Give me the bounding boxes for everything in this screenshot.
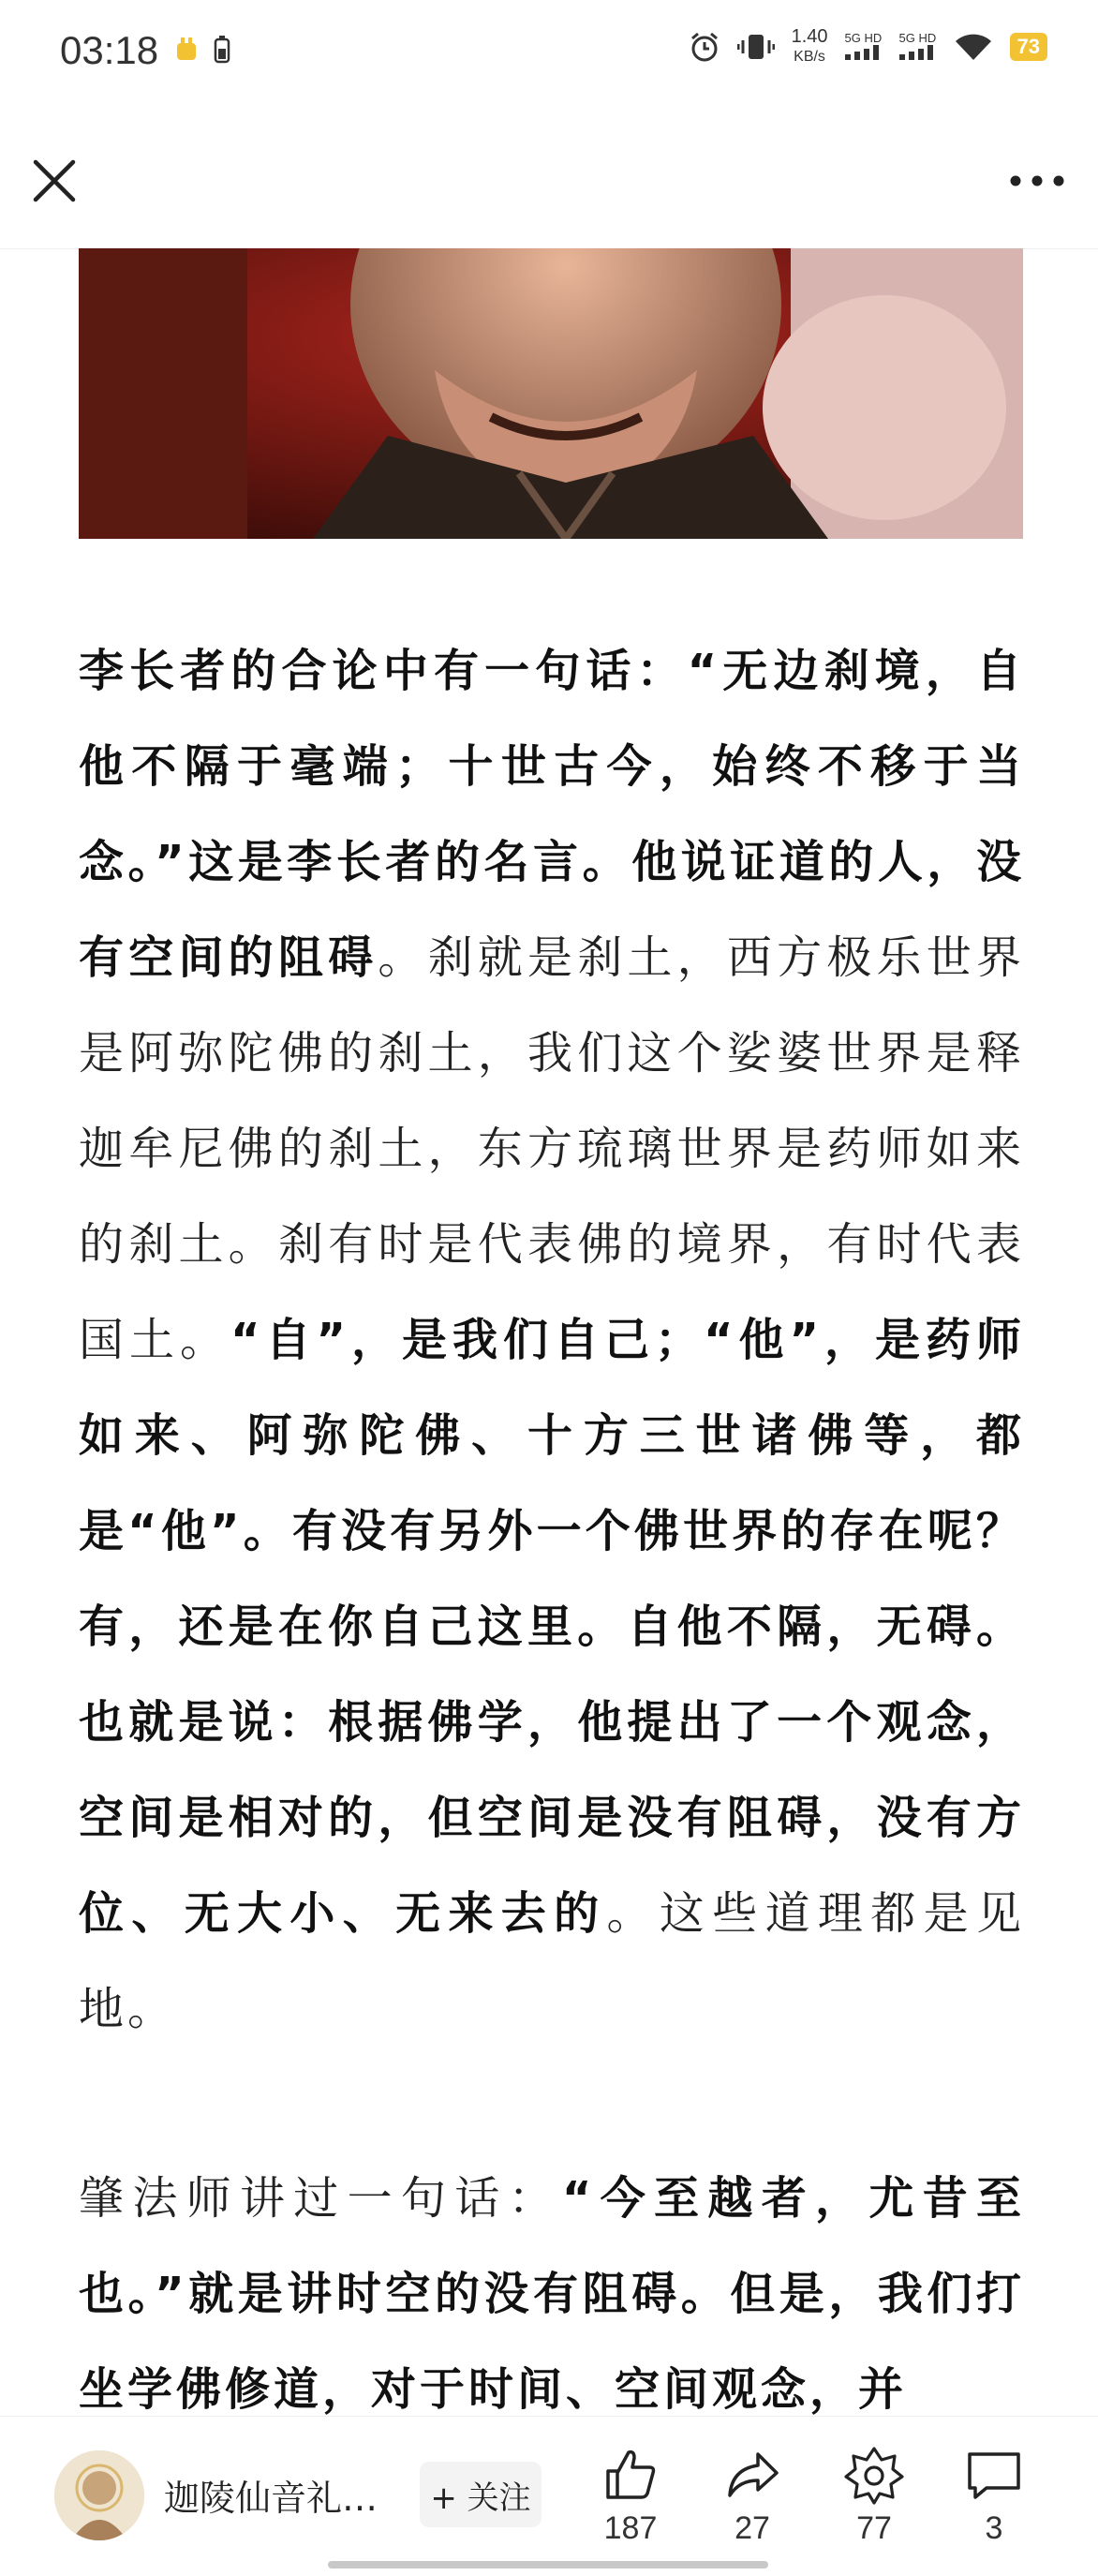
notification-icon [173, 36, 200, 64]
comment-icon [964, 2445, 1024, 2505]
paragraph-segment: 。这些道理都是见地。 [79, 1887, 1025, 2035]
paragraph-segment: 肇法师讲过一句话： [79, 2172, 562, 2225]
wifi-icon [954, 32, 993, 62]
hero-photo [79, 248, 1023, 539]
battery-small-icon [213, 36, 231, 64]
like-count: 187 [603, 2510, 658, 2546]
network-speed-value: 1.40 [791, 26, 828, 47]
home-indicator[interactable] [328, 2561, 768, 2569]
alarm-icon [689, 31, 720, 63]
paragraph-segment: “自”，是我们自己；“他”，是药师如来、阿弥陀佛、十方三世诸佛等，都是“他”。有没有另外一个佛世界的存在呢？有，还是在你自己这里。自他不隔，无碍。也就是说：根据佛学，他提出了一个观念，空间是相对的，但空间是没有阻碍，没有方位、无大小、无来去的 [79, 1314, 1025, 1940]
status-time: 03:18 [60, 28, 159, 72]
follow-button[interactable]: + 关注 [420, 2462, 542, 2527]
sim1-label: 5G HD [844, 30, 883, 45]
signal-bars-icon [845, 45, 883, 60]
share-icon [722, 2445, 782, 2505]
paragraph-segment: 李长者的合论中有一句话：“无边刹境，自他不隔于毫端；十世古今，始终不移于当念。”这是李长者的名言。他说证道的人，没有空间的阻碍 [79, 645, 1025, 984]
collect-button[interactable] [823, 2445, 926, 2547]
paragraph-segment: “今至越者，尤昔至也。”就是讲时空的没有阻碍。但是，我们打坐学佛修道，对于时间、空间观念，并 [79, 2172, 1025, 2416]
network-speed [792, 26, 828, 67]
close-icon[interactable] [28, 155, 81, 207]
bottom-action-bar [0, 2416, 1098, 2576]
status-left-icons [173, 36, 231, 64]
article-paragraph-2 [79, 2151, 1025, 2437]
article-hero-image [79, 248, 1023, 539]
share-count: 27 [734, 2510, 770, 2546]
signal-bars-icon [899, 45, 937, 60]
network-speed-unit: KB/s [794, 49, 825, 65]
signal-sim1 [845, 32, 883, 63]
battery-level: 73 [1010, 33, 1047, 61]
article-paragraph-1 [79, 623, 1025, 2057]
share-button[interactable] [701, 2445, 804, 2547]
comment-button[interactable] [942, 2445, 1046, 2547]
signal-sim2 [899, 32, 937, 63]
status-right-icons [689, 26, 1047, 67]
more-icon[interactable] [1004, 155, 1070, 207]
status-bar [0, 0, 1098, 112]
author-avatar[interactable] [54, 2450, 144, 2540]
avatar-image [54, 2450, 144, 2540]
like-button[interactable] [579, 2445, 682, 2547]
article-body [79, 623, 1025, 2437]
thumbs-up-icon [601, 2445, 660, 2505]
vibrate-icon [737, 31, 775, 63]
comment-count: 3 [985, 2510, 1003, 2546]
sim2-label: 5G HD [898, 30, 937, 45]
paragraph-segment: 。刹就是刹土，西方极乐世界是阿弥陀佛的刹土，我们这个娑婆世界是释迦牟尼佛的刹土，东方琉璃世界是药师如来的刹土。刹有时是代表佛的境界，有时代表国土。 [79, 931, 1025, 1366]
collect-count: 77 [856, 2510, 892, 2546]
author-name[interactable]: 迦陵仙音礼… [164, 2478, 378, 2519]
top-toolbar [0, 112, 1098, 249]
collect-icon [844, 2445, 904, 2505]
